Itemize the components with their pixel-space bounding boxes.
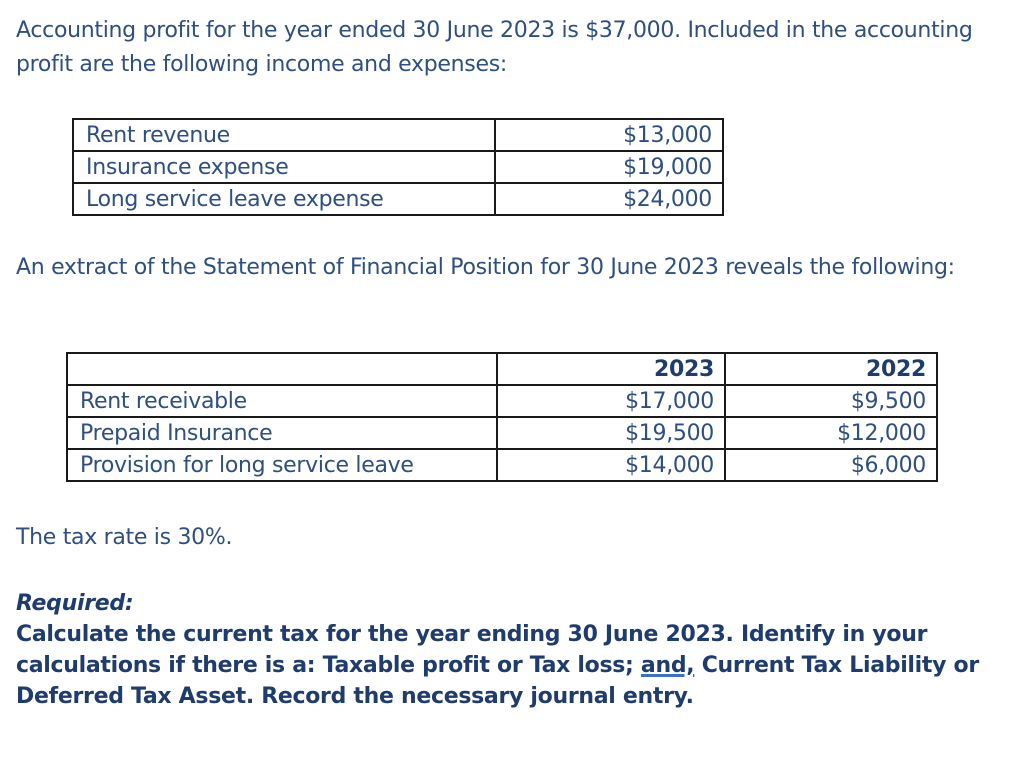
row-amount: $13,000: [495, 119, 723, 151]
row-label: Prepaid Insurance: [67, 417, 497, 449]
financial-position-table: [66, 352, 938, 482]
required-section: [16, 588, 1006, 712]
row-label: Rent revenue: [73, 119, 495, 151]
header-2023: 2023: [497, 353, 725, 385]
required-heading: Required:: [16, 591, 134, 616]
row-label: Long service leave expense: [73, 183, 495, 215]
row-label: Provision for long service leave: [67, 449, 497, 481]
intro-paragraph: Accounting profit for the year ended 30 June 2023 is $37,000. Included in the accounting profit are the following income and expenses:: [16, 18, 973, 77]
row-value-2023: $19,500: [497, 417, 725, 449]
row-amount: $19,000: [495, 151, 723, 183]
required-instructions-part2: Current Tax Liability or Deferred Tax Asset. Record the necessary journal entry.: [16, 653, 979, 709]
required-and-word: and,: [640, 653, 695, 678]
row-value-2022: $6,000: [725, 449, 937, 481]
header-2022: 2022: [725, 353, 937, 385]
row-value-2023: $14,000: [497, 449, 725, 481]
table-row: [67, 417, 937, 449]
extract-intro-paragraph: An extract of the Statement of Financial Position for 30 June 2023 reveals the following:: [16, 255, 955, 280]
income-expenses-table: [72, 118, 724, 216]
table-row: [67, 449, 937, 481]
row-value-2022: $9,500: [725, 385, 937, 417]
row-value-2023: $17,000: [497, 385, 725, 417]
row-amount: $24,000: [495, 183, 723, 215]
table-row: [73, 151, 723, 183]
row-value-2022: $12,000: [725, 417, 937, 449]
tax-rate-text: The tax rate is 30%.: [16, 525, 233, 550]
table-row: [73, 183, 723, 215]
header-blank: [67, 353, 497, 385]
table-row: [73, 119, 723, 151]
table-header-row: [67, 353, 937, 385]
table-row: [67, 385, 937, 417]
required-instructions-part1: Calculate the current tax for the year ending 30 June 2023. Identify in your calculations if there is a: Taxable profit or Tax loss;: [16, 622, 928, 678]
row-label: Insurance expense: [73, 151, 495, 183]
row-label: Rent receivable: [67, 385, 497, 417]
